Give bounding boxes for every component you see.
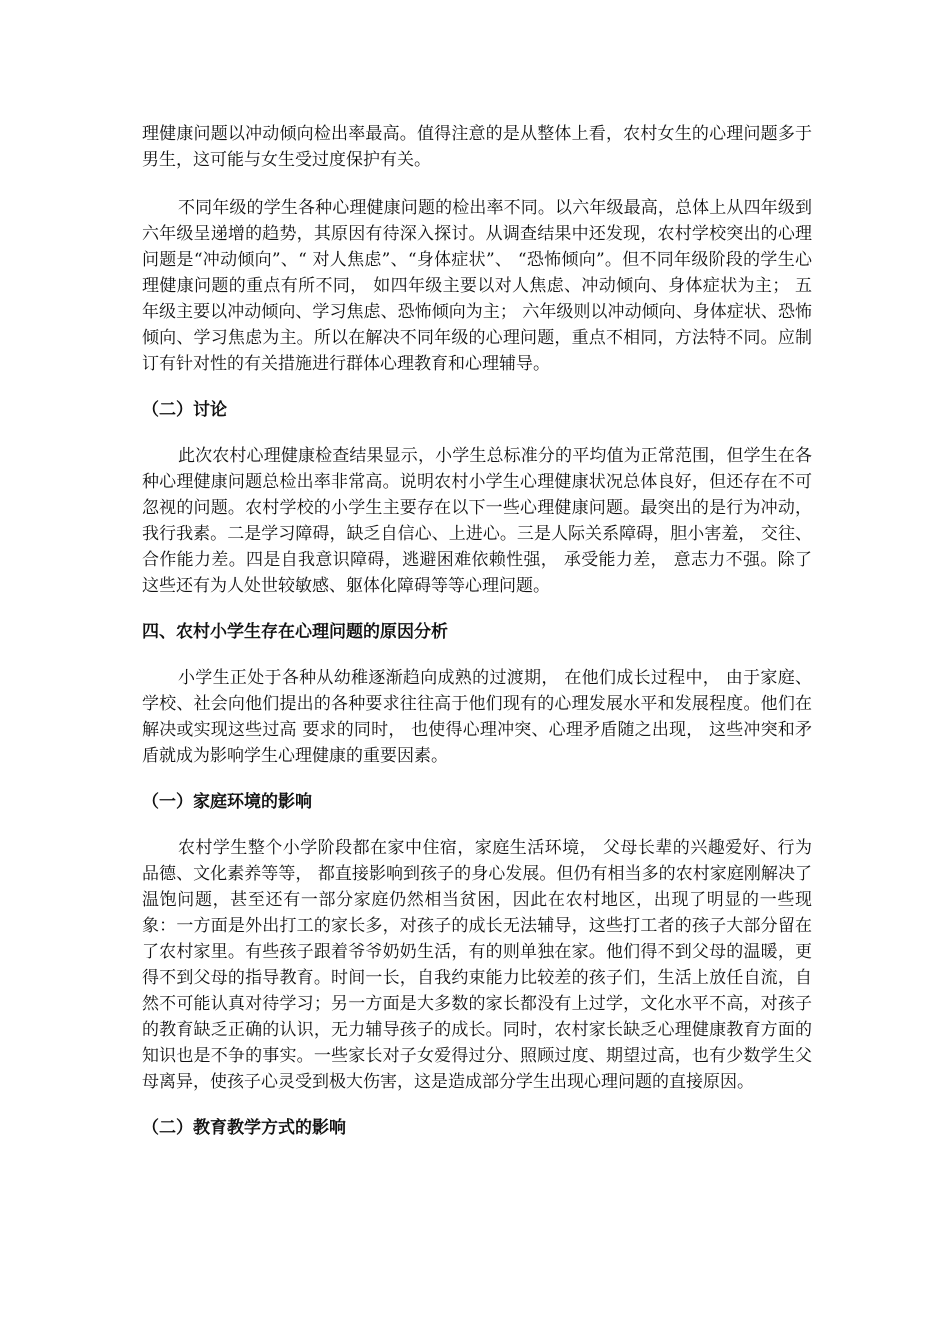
section-heading-discussion: （二）讨论 bbox=[142, 400, 227, 420]
paragraph-continued: 理健康问题以冲动倾向检出率最高。值得注意的是从整体上看，农村女生的心理问题多于男生，这可能与女生受过度保护有关。 bbox=[142, 124, 812, 170]
section-heading-family-environment: （一）家庭环境的影响 bbox=[142, 792, 312, 812]
document-body bbox=[142, 121, 812, 1141]
paragraph-discussion: 此次农村心理健康检查结果显示，小学生总标准分的平均值为正常范围，但学生在各种心理健康问题总检出率非常高。说明农村小学生心理健康状况总体良好，但还存在不可忽视的问题。农村学校的小学生主要存在以下一些心理健康问题。最突出的是行为冲动， 我行我素。二是学习障碍，缺乏自信心、上进心。三是人际关系障碍，胆小害羞， 交往、合作能力差。四是自我意识障碍，逃避困难依赖性强， 承受能力差， 意志力不强。除了这些还有为人处世较敏感、躯体化障碍等等心理问题。 bbox=[142, 446, 812, 596]
section-heading-cause-analysis: 四、农村小学生存在心理问题的原因分析 bbox=[142, 622, 448, 642]
paragraph-cause-intro: 小学生正处于各种从幼稚逐渐趋向成熟的过渡期， 在他们成长过程中， 由于家庭、学校、社会向他们提出的各种要求往往高于他们现有的心理发展水平和发展程度。他们在解决或实现这些过高 要求的同时， 也使得心理冲突、心理矛盾随之出现， 这些冲突和矛盾就成为影响学生心理健康的重要因素。 bbox=[142, 668, 812, 766]
paragraph-family-environment: 农村学生整个小学阶段都在家中住宿，家庭生活环境， 父母长辈的兴趣爱好、行为品德、文化素养等等， 都直接影响到孩子的身心发展。但仍有相当多的农村家庭刚解决了温饱问题，甚至还有一部分家庭仍然相当贫困，因此在农村地区，出现了明显的一些现象：一方面是外出打工的家长多，对孩子的成长无法辅导，这些打工者的孩子大部分留在了农村家里。有些孩子跟着爷爷奶奶生活，有的则单独在家。他们得不到父母的温暖，更得不到父母的指导教育。时间一长，自我约束能力比较差的孩子们，生活上放任自流，自然不可能认真对待学习；另一方面是大多数的家长都没有上过学，文化水平不高，对孩子的教育缺乏正确的认识，无力辅导孩子的成长。同时，农村家长缺乏心理健康教育方面的知识也是不争的事实。一些家长对子女爱得过分、照顾过度、期望过高，也有少数学生父母离异，使孩子心灵受到极大伤害，这是造成部分学生出现心理问题的直接原因。 bbox=[142, 838, 812, 1092]
paragraph-grade-differences: 不同年级的学生各种心理健康问题的检出率不同。以六年级最高，总体上从四年级到六年级呈递增的趋势，其原因有待深入探讨。从调查结果中还发现，农村学校突出的心理问题是“冲动倾向”、“ 对人焦虑”、“身体症状”、 “恐怖倾向”。但不同年级阶段的学生心理健康问题的重点有所不同， 如四年级主要以对人焦虑、冲动倾向、身体症状为主； 五年级主要以冲动倾向、学习焦虑、恐怖倾向为主； 六年级则以冲动倾向、身体症状、恐怖倾向、学习焦虑为主。所以在解决不同年级的心理问题，重点不相同，方法特不同。应制订有针对性的有关措施进行群体心理教育和心理辅导。 bbox=[142, 198, 812, 374]
section-heading-teaching-methods: （二）教育教学方式的影响 bbox=[142, 1118, 346, 1138]
